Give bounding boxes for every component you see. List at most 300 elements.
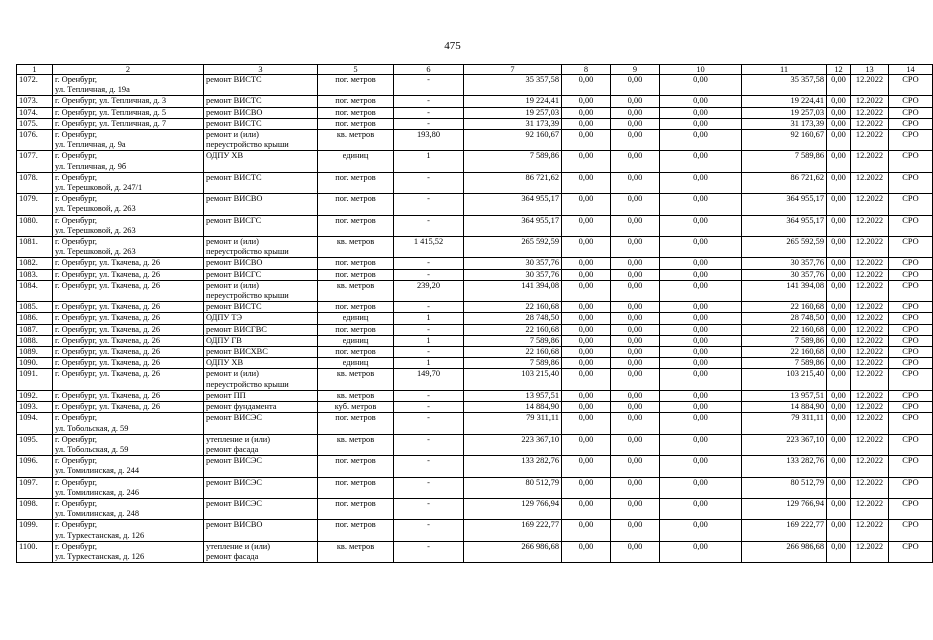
cell-col11: 35 357,58 bbox=[742, 75, 827, 96]
cell-number: 1085. bbox=[17, 302, 53, 313]
cell-address bbox=[53, 237, 204, 258]
cell-col10: 0,00 bbox=[660, 269, 742, 280]
cell-col12: 0,00 bbox=[827, 313, 851, 324]
cell-total-cost: 92 160,67 bbox=[464, 130, 562, 151]
cell-address-line: г. Оренбург, bbox=[55, 520, 98, 530]
cell-work-type bbox=[204, 258, 318, 269]
cell-col10: 0,00 bbox=[660, 118, 742, 129]
cell-number: 1083. bbox=[17, 269, 53, 280]
cell-col8: 0,00 bbox=[562, 151, 611, 172]
cell-address bbox=[53, 413, 204, 434]
cell-work-type bbox=[204, 96, 318, 107]
cell-quantity: - bbox=[394, 324, 464, 335]
cell-quantity: 193,80 bbox=[394, 130, 464, 151]
cell-work-type-line: переустройство крыши bbox=[206, 140, 289, 150]
cell-source: СРО bbox=[889, 324, 933, 335]
cell-quantity: - bbox=[394, 172, 464, 193]
column-header: 5 bbox=[318, 65, 394, 75]
cell-address-line: ул. Тепличная, д. 9б bbox=[55, 161, 127, 171]
page-number: 475 bbox=[444, 40, 461, 52]
cell-col12: 0,00 bbox=[827, 75, 851, 96]
cell-work-type-line: ремонт ВИСЭС bbox=[206, 498, 262, 508]
cell-work-type bbox=[204, 413, 318, 434]
cell-col12: 0,00 bbox=[827, 130, 851, 151]
cell-col12: 0,00 bbox=[827, 280, 851, 301]
cell-number: 1091. bbox=[17, 369, 53, 390]
cell-work-type-line: ремонт ВИСТС bbox=[206, 302, 262, 312]
table-row bbox=[17, 302, 933, 313]
cell-unit: пог. метров bbox=[318, 194, 394, 215]
cell-address-line: г. Оренбург, ул. Тепличная, д. 3 bbox=[55, 96, 167, 106]
cell-date: 12.2022 bbox=[851, 96, 889, 107]
cell-unit: пог. метров bbox=[318, 520, 394, 541]
cell-unit: пог. метров bbox=[318, 477, 394, 498]
cell-number: 1075. bbox=[17, 118, 53, 129]
cell-unit: единиц bbox=[318, 358, 394, 369]
cell-work-type-line: ремонт фасада bbox=[206, 444, 259, 454]
cell-source: СРО bbox=[889, 194, 933, 215]
cell-col12: 0,00 bbox=[827, 335, 851, 346]
cell-col8: 0,00 bbox=[562, 118, 611, 129]
cell-total-cost: 13 957,51 bbox=[464, 390, 562, 401]
cell-address-line: г. Оренбург, ул. Ткачева, д. 26 bbox=[55, 302, 161, 312]
cell-address bbox=[53, 130, 204, 151]
cell-date: 12.2022 bbox=[851, 75, 889, 96]
cell-work-type-line: ремонт ВИСВО bbox=[206, 194, 263, 204]
cell-work-type bbox=[204, 369, 318, 390]
cell-total-cost: 169 222,77 bbox=[464, 520, 562, 541]
cell-date: 12.2022 bbox=[851, 498, 889, 519]
cell-quantity: - bbox=[394, 498, 464, 519]
cell-col10: 0,00 bbox=[660, 172, 742, 193]
cell-unit: пог. метров bbox=[318, 107, 394, 118]
cell-unit: пог. метров bbox=[318, 302, 394, 313]
cell-col8: 0,00 bbox=[562, 258, 611, 269]
table-row bbox=[17, 215, 933, 236]
cell-unit: кв. метров bbox=[318, 369, 394, 390]
cell-address-line: ул. Тобольская, д. 59 bbox=[55, 444, 129, 454]
cell-quantity: - bbox=[394, 258, 464, 269]
cell-col11: 31 173,39 bbox=[742, 118, 827, 129]
cell-total-cost: 364 955,17 bbox=[464, 215, 562, 236]
cell-work-type-line: ОДПУ ХВ bbox=[206, 358, 244, 368]
cell-quantity: - bbox=[394, 477, 464, 498]
cell-col9: 0,00 bbox=[611, 541, 660, 562]
cell-col8: 0,00 bbox=[562, 75, 611, 96]
cell-unit: пог. метров bbox=[318, 347, 394, 358]
cell-col10: 0,00 bbox=[660, 313, 742, 324]
cell-col9: 0,00 bbox=[611, 75, 660, 96]
cell-date: 12.2022 bbox=[851, 335, 889, 346]
cell-source: СРО bbox=[889, 402, 933, 413]
cell-work-type-line: ремонт ВИСВО bbox=[206, 258, 263, 268]
cell-address bbox=[53, 477, 204, 498]
cell-address bbox=[53, 541, 204, 562]
cell-quantity: - bbox=[394, 118, 464, 129]
cell-work-type-line: ремонт ВИСТС bbox=[206, 75, 262, 84]
cell-col11: 364 955,17 bbox=[742, 215, 827, 236]
cell-work-type-line: ремонт и (или) bbox=[206, 237, 259, 247]
cell-address-line: г. Оренбург, bbox=[55, 413, 98, 423]
cell-source: СРО bbox=[889, 498, 933, 519]
cell-total-cost: 133 282,76 bbox=[464, 456, 562, 477]
cell-number: 1089. bbox=[17, 347, 53, 358]
cell-number: 1076. bbox=[17, 130, 53, 151]
table-row bbox=[17, 324, 933, 335]
cell-address bbox=[53, 369, 204, 390]
cell-source: СРО bbox=[889, 313, 933, 324]
cell-col8: 0,00 bbox=[562, 215, 611, 236]
cell-address-line: г. Оренбург, bbox=[55, 172, 98, 182]
cell-total-cost: 86 721,62 bbox=[464, 172, 562, 193]
cell-col11: 28 748,50 bbox=[742, 313, 827, 324]
cell-total-cost: 7 589,86 bbox=[464, 151, 562, 172]
cell-col10: 0,00 bbox=[660, 107, 742, 118]
cell-unit: пог. метров bbox=[318, 172, 394, 193]
cell-unit: единиц bbox=[318, 335, 394, 346]
cell-col8: 0,00 bbox=[562, 302, 611, 313]
cell-total-cost: 30 357,76 bbox=[464, 258, 562, 269]
cell-col12: 0,00 bbox=[827, 194, 851, 215]
cell-source: СРО bbox=[889, 477, 933, 498]
column-header: 7 bbox=[464, 65, 562, 75]
cell-source: СРО bbox=[889, 258, 933, 269]
cell-address-line: г. Оренбург, bbox=[55, 456, 98, 466]
cell-source: СРО bbox=[889, 118, 933, 129]
cell-total-cost: 79 311,11 bbox=[464, 413, 562, 434]
table-row bbox=[17, 313, 933, 324]
cell-col10: 0,00 bbox=[660, 434, 742, 455]
cell-work-type-line: ОДПУ ГВ bbox=[206, 335, 242, 345]
cell-work-type-line: ремонт ВИСЭС bbox=[206, 456, 262, 466]
cell-date: 12.2022 bbox=[851, 541, 889, 562]
cell-work-type bbox=[204, 215, 318, 236]
cell-address-line: г. Оренбург, bbox=[55, 434, 98, 444]
cell-address bbox=[53, 520, 204, 541]
cell-col11: 14 884,90 bbox=[742, 402, 827, 413]
cell-number: 1080. bbox=[17, 215, 53, 236]
cell-source: СРО bbox=[889, 130, 933, 151]
cell-work-type bbox=[204, 541, 318, 562]
cell-work-type-line: ремонт ВИСВО bbox=[206, 107, 263, 117]
cell-number: 1098. bbox=[17, 498, 53, 519]
cell-total-cost: 35 357,58 bbox=[464, 75, 562, 96]
cell-date: 12.2022 bbox=[851, 358, 889, 369]
cell-unit: пог. метров bbox=[318, 413, 394, 434]
cell-address bbox=[53, 347, 204, 358]
cell-address-line: г. Оренбург, ул. Ткачева, д. 26 bbox=[55, 324, 161, 334]
cell-col10: 0,00 bbox=[660, 324, 742, 335]
cell-work-type bbox=[204, 118, 318, 129]
cell-col11: 22 160,68 bbox=[742, 302, 827, 313]
cell-col9: 0,00 bbox=[611, 237, 660, 258]
cell-number: 1099. bbox=[17, 520, 53, 541]
cell-col9: 0,00 bbox=[611, 313, 660, 324]
cell-col9: 0,00 bbox=[611, 358, 660, 369]
column-header: 1 bbox=[17, 65, 53, 75]
cell-address-line: ул. Томилинская, д. 246 bbox=[55, 487, 140, 497]
cell-work-type-line: ремонт ВИСГС bbox=[206, 269, 262, 279]
cell-work-type-line: ремонт ВИСТС bbox=[206, 118, 262, 128]
cell-quantity: - bbox=[394, 413, 464, 434]
table-row bbox=[17, 413, 933, 434]
cell-col12: 0,00 bbox=[827, 96, 851, 107]
cell-work-type bbox=[204, 520, 318, 541]
cell-col12: 0,00 bbox=[827, 215, 851, 236]
cell-address-line: г. Оренбург, ул. Тепличная, д. 5 bbox=[55, 107, 167, 117]
cell-number: 1096. bbox=[17, 456, 53, 477]
cell-col8: 0,00 bbox=[562, 107, 611, 118]
cell-col10: 0,00 bbox=[660, 194, 742, 215]
cell-col8: 0,00 bbox=[562, 477, 611, 498]
table-row bbox=[17, 269, 933, 280]
cell-address-line: ул. Терешковой, д. 247/1 bbox=[55, 183, 143, 193]
cell-date: 12.2022 bbox=[851, 237, 889, 258]
cell-address-line: ул. Терешковой, д. 263 bbox=[55, 204, 136, 214]
cell-total-cost: 14 884,90 bbox=[464, 402, 562, 413]
cell-source: СРО bbox=[889, 107, 933, 118]
cell-col9: 0,00 bbox=[611, 258, 660, 269]
cell-col10: 0,00 bbox=[660, 258, 742, 269]
cell-source: СРО bbox=[889, 358, 933, 369]
cell-col8: 0,00 bbox=[562, 324, 611, 335]
cell-unit: пог. метров bbox=[318, 96, 394, 107]
table-row bbox=[17, 107, 933, 118]
table-row bbox=[17, 402, 933, 413]
cell-number: 1094. bbox=[17, 413, 53, 434]
cell-work-type-line: ОДПУ ХВ bbox=[206, 151, 244, 161]
cell-number: 1100. bbox=[17, 541, 53, 562]
cell-work-type-line: ремонт и (или) bbox=[206, 369, 259, 379]
cell-work-type bbox=[204, 390, 318, 401]
header-row bbox=[17, 65, 933, 75]
cell-address bbox=[53, 269, 204, 280]
cell-date: 12.2022 bbox=[851, 258, 889, 269]
cell-address-line: г. Оренбург, bbox=[55, 130, 98, 140]
cell-quantity: - bbox=[394, 302, 464, 313]
cell-quantity: 149,70 bbox=[394, 369, 464, 390]
cell-col11: 7 589,86 bbox=[742, 358, 827, 369]
cell-col8: 0,00 bbox=[562, 269, 611, 280]
cell-col10: 0,00 bbox=[660, 96, 742, 107]
cell-date: 12.2022 bbox=[851, 215, 889, 236]
cell-work-type-line: ремонт ВИСЭС bbox=[206, 477, 262, 487]
cell-col11: 86 721,62 bbox=[742, 172, 827, 193]
cell-source: СРО bbox=[889, 280, 933, 301]
cell-address bbox=[53, 151, 204, 172]
table-row bbox=[17, 280, 933, 301]
cell-col9: 0,00 bbox=[611, 347, 660, 358]
cell-col11: 266 986,68 bbox=[742, 541, 827, 562]
cell-total-cost: 31 173,39 bbox=[464, 118, 562, 129]
cell-col12: 0,00 bbox=[827, 347, 851, 358]
cell-col9: 0,00 bbox=[611, 369, 660, 390]
column-header: 12 bbox=[827, 65, 851, 75]
cell-address-line: ул. Томилинская, д. 244 bbox=[55, 466, 140, 476]
cell-total-cost: 19 224,41 bbox=[464, 96, 562, 107]
cell-source: СРО bbox=[889, 151, 933, 172]
cell-work-type bbox=[204, 172, 318, 193]
cell-unit: пог. метров bbox=[318, 498, 394, 519]
cell-col9: 0,00 bbox=[611, 520, 660, 541]
cell-address bbox=[53, 390, 204, 401]
cell-col9: 0,00 bbox=[611, 194, 660, 215]
cell-col10: 0,00 bbox=[660, 402, 742, 413]
cell-col12: 0,00 bbox=[827, 434, 851, 455]
cell-date: 12.2022 bbox=[851, 280, 889, 301]
table-row bbox=[17, 194, 933, 215]
column-header: 8 bbox=[562, 65, 611, 75]
table-row bbox=[17, 434, 933, 455]
cell-col8: 0,00 bbox=[562, 498, 611, 519]
cell-address bbox=[53, 118, 204, 129]
cell-number: 1090. bbox=[17, 358, 53, 369]
cell-col11: 30 357,76 bbox=[742, 269, 827, 280]
cell-number: 1077. bbox=[17, 151, 53, 172]
cell-col11: 169 222,77 bbox=[742, 520, 827, 541]
cell-unit: кв. метров bbox=[318, 280, 394, 301]
cell-address-line: г. Оренбург, ул. Ткачева, д. 26 bbox=[55, 347, 161, 357]
cell-work-type-line: ремонт ВИСТС bbox=[206, 96, 262, 106]
cell-col10: 0,00 bbox=[660, 390, 742, 401]
cell-total-cost: 22 160,68 bbox=[464, 347, 562, 358]
cell-work-type-line: утепление и (или) bbox=[206, 434, 271, 444]
cell-address-line: г. Оренбург, ул. Ткачева, д. 26 bbox=[55, 390, 161, 400]
cell-work-type bbox=[204, 237, 318, 258]
cell-number: 1074. bbox=[17, 107, 53, 118]
cell-unit: пог. метров bbox=[318, 258, 394, 269]
cell-col12: 0,00 bbox=[827, 402, 851, 413]
cell-col8: 0,00 bbox=[562, 280, 611, 301]
cell-col9: 0,00 bbox=[611, 390, 660, 401]
cell-total-cost: 141 394,08 bbox=[464, 280, 562, 301]
cell-address-line: г. Оренбург, bbox=[55, 151, 98, 161]
cell-work-type-line: ремонт ВИСТС bbox=[206, 172, 262, 182]
table-row bbox=[17, 75, 933, 96]
cell-source: СРО bbox=[889, 390, 933, 401]
cell-col12: 0,00 bbox=[827, 269, 851, 280]
cell-quantity: 1 bbox=[394, 335, 464, 346]
cell-address bbox=[53, 302, 204, 313]
cell-work-type-line: ремонт фасада bbox=[206, 551, 259, 561]
cell-col11: 223 367,10 bbox=[742, 434, 827, 455]
table-row bbox=[17, 477, 933, 498]
cell-date: 12.2022 bbox=[851, 118, 889, 129]
cell-col12: 0,00 bbox=[827, 118, 851, 129]
cell-col12: 0,00 bbox=[827, 151, 851, 172]
cell-quantity: - bbox=[394, 215, 464, 236]
cell-work-type bbox=[204, 130, 318, 151]
cell-col8: 0,00 bbox=[562, 520, 611, 541]
cell-col11: 19 224,41 bbox=[742, 96, 827, 107]
cell-date: 12.2022 bbox=[851, 151, 889, 172]
cell-unit: пог. метров bbox=[318, 269, 394, 280]
cell-col11: 129 766,94 bbox=[742, 498, 827, 519]
cell-source: СРО bbox=[889, 215, 933, 236]
cell-quantity: - bbox=[394, 107, 464, 118]
table-row bbox=[17, 258, 933, 269]
cell-col10: 0,00 bbox=[660, 456, 742, 477]
cell-quantity: 239,20 bbox=[394, 280, 464, 301]
cell-col10: 0,00 bbox=[660, 130, 742, 151]
cell-work-type bbox=[204, 269, 318, 280]
column-header: 14 bbox=[889, 65, 933, 75]
cell-total-cost: 223 367,10 bbox=[464, 434, 562, 455]
cell-address bbox=[53, 172, 204, 193]
cell-col8: 0,00 bbox=[562, 347, 611, 358]
cell-work-type bbox=[204, 335, 318, 346]
cell-address bbox=[53, 335, 204, 346]
cell-number: 1092. bbox=[17, 390, 53, 401]
table-row bbox=[17, 520, 933, 541]
cell-col8: 0,00 bbox=[562, 335, 611, 346]
cell-col9: 0,00 bbox=[611, 402, 660, 413]
cell-col8: 0,00 bbox=[562, 194, 611, 215]
cell-date: 12.2022 bbox=[851, 269, 889, 280]
cell-col12: 0,00 bbox=[827, 413, 851, 434]
cell-work-type-line: ремонт ВИСЭС bbox=[206, 413, 262, 423]
cell-number: 1073. bbox=[17, 96, 53, 107]
table-row bbox=[17, 335, 933, 346]
cell-address-line: ул. Тепличная, д. 9а bbox=[55, 140, 126, 150]
cell-col10: 0,00 bbox=[660, 477, 742, 498]
cell-total-cost: 22 160,68 bbox=[464, 302, 562, 313]
cell-col9: 0,00 bbox=[611, 269, 660, 280]
cell-number: 1088. bbox=[17, 335, 53, 346]
cell-address-line: г. Оренбург, bbox=[55, 477, 98, 487]
cell-col9: 0,00 bbox=[611, 498, 660, 519]
cell-unit: единиц bbox=[318, 151, 394, 172]
cell-total-cost: 7 589,86 bbox=[464, 358, 562, 369]
cell-col10: 0,00 bbox=[660, 75, 742, 96]
cell-date: 12.2022 bbox=[851, 434, 889, 455]
cell-unit: кв. метров bbox=[318, 434, 394, 455]
cell-total-cost: 129 766,94 bbox=[464, 498, 562, 519]
cell-col8: 0,00 bbox=[562, 130, 611, 151]
table-row bbox=[17, 369, 933, 390]
cell-address-line: г. Оренбург, ул. Ткачева, д. 26 bbox=[55, 402, 161, 412]
cell-total-cost: 266 986,68 bbox=[464, 541, 562, 562]
cell-col11: 133 282,76 bbox=[742, 456, 827, 477]
cell-col8: 0,00 bbox=[562, 237, 611, 258]
cell-col12: 0,00 bbox=[827, 390, 851, 401]
cell-total-cost: 364 955,17 bbox=[464, 194, 562, 215]
cell-col11: 30 357,76 bbox=[742, 258, 827, 269]
cell-source: СРО bbox=[889, 75, 933, 96]
cell-work-type bbox=[204, 402, 318, 413]
cell-quantity: - bbox=[394, 434, 464, 455]
table-row bbox=[17, 498, 933, 519]
cell-col10: 0,00 bbox=[660, 541, 742, 562]
cell-work-type-line: ОДПУ ТЭ bbox=[206, 313, 243, 323]
cell-col10: 0,00 bbox=[660, 413, 742, 434]
cell-unit: куб. метров bbox=[318, 402, 394, 413]
cell-col10: 0,00 bbox=[660, 302, 742, 313]
cell-source: СРО bbox=[889, 369, 933, 390]
cell-address bbox=[53, 358, 204, 369]
cell-address bbox=[53, 313, 204, 324]
cell-quantity: - bbox=[394, 194, 464, 215]
cell-col8: 0,00 bbox=[562, 456, 611, 477]
cell-quantity: - bbox=[394, 541, 464, 562]
cell-address-line: г. Оренбург, bbox=[55, 498, 98, 508]
cell-work-type bbox=[204, 302, 318, 313]
cell-total-cost: 19 257,03 bbox=[464, 107, 562, 118]
cell-unit: кв. метров bbox=[318, 390, 394, 401]
cell-total-cost: 22 160,68 bbox=[464, 324, 562, 335]
cell-address-line: г. Оренбург, ул. Ткачева, д. 26 bbox=[55, 280, 161, 290]
table-row bbox=[17, 172, 933, 193]
